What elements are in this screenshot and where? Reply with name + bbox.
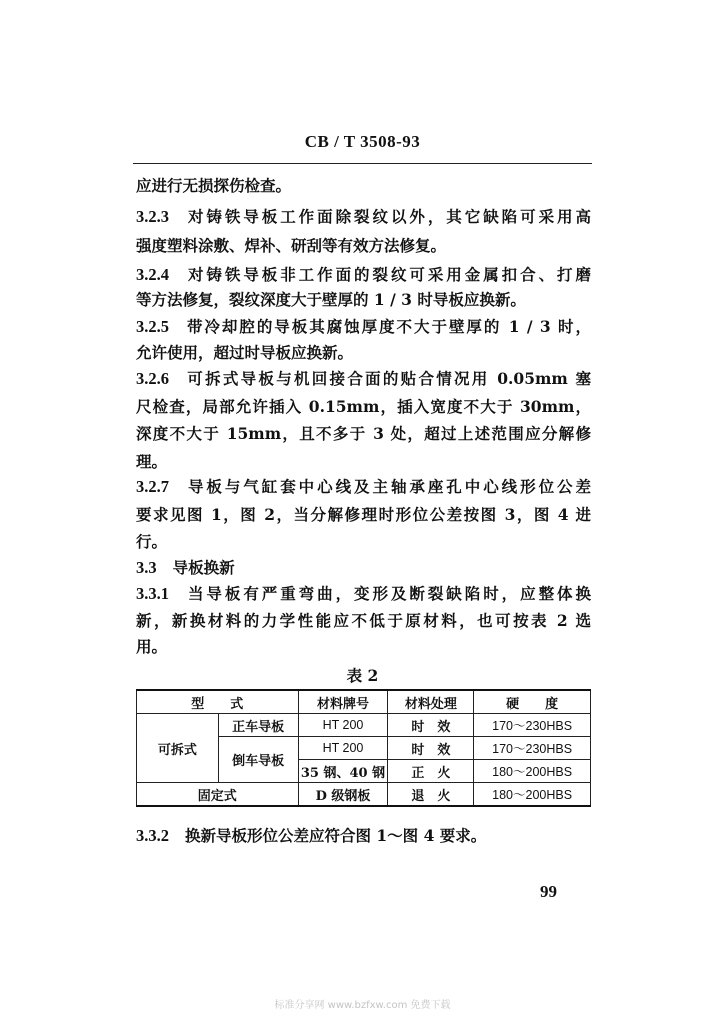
clause-3-2-4-line-1 — [136, 265, 591, 285]
cell-hardness: 170～230HBS — [474, 714, 591, 737]
paragraph-line: 用。 — [136, 637, 168, 656]
clause-3-2-6-line-3 — [136, 424, 591, 444]
document-code-header: CB / T 3508-93 — [304, 132, 421, 151]
header-treatment: 材料处理 — [388, 690, 474, 714]
clause-3-2-5-line-1 — [136, 317, 591, 337]
page-number: 99 — [540, 882, 557, 901]
clause-3-2-6-line-2 — [136, 397, 591, 417]
paragraph-line: 要求见图 1，图 2，当分解修理时形位公差按图 3，图 4 进 — [136, 505, 591, 524]
cell-treatment: 时 效 — [388, 714, 474, 737]
paragraph-line: 等方法修复，裂纹深度大于壁厚的 1 / 3 时导板应换新。 — [136, 290, 526, 309]
clause-number: 3.2.7 — [136, 477, 169, 496]
cell-material: HT 200 — [298, 714, 388, 737]
sub-front-guide: 正车导板 — [218, 714, 298, 737]
clause-3-2-6-line-1 — [136, 369, 591, 389]
watermark-text: 标准分享网 www.bzfxw.com 免费下载 — [274, 1000, 451, 1011]
paragraph-line: 应进行无损探伤检查。 — [136, 176, 292, 195]
table-caption: 表 2 — [346, 666, 379, 685]
clause-3-2-7-line-1 — [136, 477, 591, 497]
paragraph-line: 对铸铁导板工作面除裂纹以外，其它缺陷可采用高 — [185, 207, 591, 226]
table-row — [137, 714, 591, 737]
clause-number: 3.2.3 — [136, 207, 169, 226]
clause-3-2-5-line-2 — [136, 343, 591, 363]
paragraph-line: 对铸铁导板非工作面的裂纹可采用金属扣合、打磨 — [185, 265, 591, 284]
cell-treatment: 正 火 — [388, 760, 474, 783]
cell-material: 35 钢、40 钢 — [298, 760, 388, 783]
clause-3-2-3-line-2 — [136, 236, 591, 256]
clause-number: 3.3 — [136, 558, 157, 577]
cell-hardness: 170～230HBS — [474, 737, 591, 760]
paragraph-line: 允许使用，超过时导板应换新。 — [136, 343, 354, 362]
clause-3-2-6-line-4 — [136, 452, 591, 472]
cell-hardness: 180～200HBS — [474, 760, 591, 783]
clause-number: 3.2.4 — [136, 265, 169, 284]
section-3-3-heading — [136, 558, 591, 578]
material-table — [136, 689, 591, 807]
header-type: 型 式 — [137, 690, 299, 714]
clause-number: 3.2.6 — [136, 369, 169, 388]
paragraph-line: 带冷却腔的导板其腐蚀厚度不大于壁厚的 1 / 3 时， — [185, 317, 591, 336]
clause-3-3-1-line-2 — [136, 611, 591, 631]
paragraph-line: 理。 — [136, 452, 168, 471]
cell-type-fixed: 固定式 — [137, 783, 299, 807]
paragraph-line: 强度塑料涂敷、焊补、研刮等有效方法修复。 — [136, 236, 447, 255]
paragraph-line: 换新导板形位公差应符合图 1～图 4 要求。 — [185, 826, 487, 845]
clause-3-3-2 — [136, 826, 591, 846]
cell-material: D 级钢板 — [298, 783, 388, 807]
cell-material: HT 200 — [298, 737, 388, 760]
paragraph-line: 深度不大于 15mm，且不多于 3 处，超过上述范围应分解修 — [136, 424, 591, 443]
clause-3-2-7-line-3 — [136, 532, 591, 552]
header-rule — [133, 163, 592, 164]
paragraph-line: 当导板有严重弯曲，变形及断裂缺陷时，应整体换 — [185, 584, 591, 603]
clause-3-2-7-line-2 — [136, 505, 591, 525]
cell-treatment: 退 火 — [388, 783, 474, 807]
clause-number: 3.2.5 — [136, 317, 169, 336]
clause-3-3-1-line-3 — [136, 637, 591, 657]
section-title: 导板换新 — [172, 558, 235, 577]
paragraph-line: 行。 — [136, 532, 168, 551]
cell-treatment: 时 效 — [388, 737, 474, 760]
table-header-row — [137, 690, 591, 714]
paragraph-line: 可拆式导板与机回接合面的贴合情况用 0.05mm 塞 — [185, 369, 591, 388]
header-material: 材料牌号 — [298, 690, 388, 714]
paragraph-continuation — [136, 176, 591, 196]
paragraph-line: 新，新换材料的力学性能应不低于原材料，也可按表 2 选 — [136, 611, 591, 630]
group-removable: 可拆式 — [137, 714, 219, 783]
paragraph-line: 导板与气缸套中心线及主轴承座孔中心线形位公差 — [185, 477, 591, 496]
table-row — [137, 783, 591, 807]
clause-3-2-3-line-1 — [136, 207, 591, 227]
sub-reverse-guide: 倒车导板 — [218, 737, 298, 783]
header-hardness: 硬 度 — [474, 690, 591, 714]
paragraph-line: 尺检查，局部允许插入 0.15mm，插入宽度不大于 30mm， — [136, 397, 591, 416]
cell-hardness: 180～200HBS — [474, 783, 591, 807]
clause-3-2-4-line-2 — [136, 290, 591, 310]
clause-number: 3.3.1 — [136, 584, 169, 603]
clause-number: 3.3.2 — [136, 826, 169, 845]
clause-3-3-1-line-1 — [136, 584, 591, 604]
